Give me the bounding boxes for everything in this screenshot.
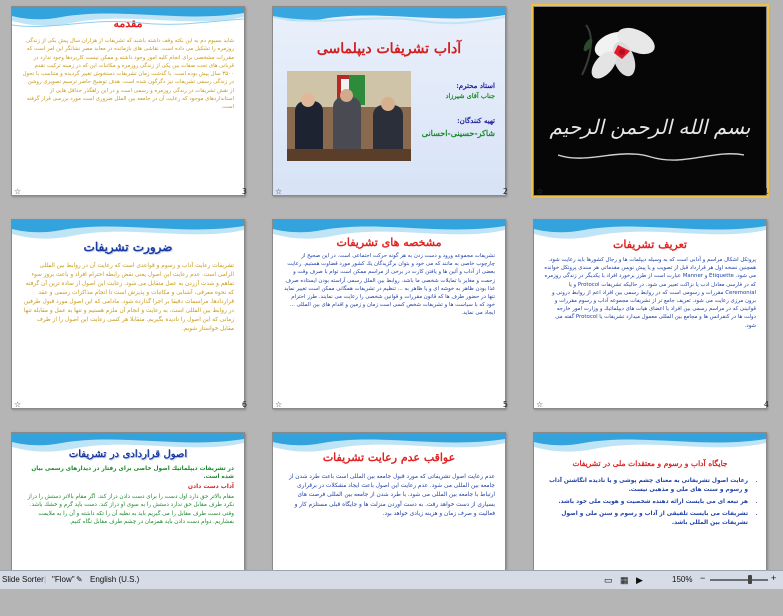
bullet-list [544,477,756,528]
slide-thumbnail-3[interactable] [11,6,245,196]
transition-icon: ☆ [275,187,283,196]
slide-number: 4 [763,400,769,409]
language-label[interactable]: English (U.S.) [90,575,140,584]
slide-thumbnail-1[interactable] [533,6,767,196]
wave-decoration [273,7,505,41]
transition-icon: ☆ [536,400,544,409]
spellcheck-icon: ✎ [76,575,83,584]
zoom-in-icon[interactable]: + [771,573,777,583]
slide-title: آداب تشريفات ديپلماسی [316,41,462,57]
zoom-out-icon[interactable]: − [700,573,706,583]
authors-names: شاکر-حسينی-احسانی [421,128,495,138]
slide-slot-5[interactable] [261,213,522,409]
theme-label: "Flow" [52,575,75,584]
slide-body-text: مقام بالاتر حق دارد اول دست را برای دست دادن دراز كند. اگر مقام بالاتر دستش را دراز نكرد طرف مقابل حق ندارد دستش را به سوی او دراز كند. دست بايد گرم و خشك باشد. وقتی دست طرف مقابل را می گيريم بايد به نظيه آن را تكه داشته و آن را به ملايمت بفشاريم. دوام دست دادن بايد همزمان در چشم طرف مقابل نگاه كنيم. [27,494,234,526]
teacher-name: جناب آقای شيرزاد [445,92,495,100]
slide-title: تعريف تشريفات [613,238,687,251]
slide-number: 3 [241,187,247,196]
slide-title: ضرورت تشريفات [83,240,173,254]
slide-slot-3[interactable] [0,0,261,196]
slide-number: 2 [502,187,508,196]
transition-icon: ☆ [14,400,22,409]
transition-icon: ☆ [275,400,283,409]
slide-thumbnail-9[interactable] [11,432,245,572]
list-item: • تشريفات می بايست تلفيقی از آداب و رسوم و سنن ملی و اصول تشريفات بين المللی باشد. [544,510,748,528]
slide-number: 1 [763,187,769,196]
transition-icon: ☆ [536,187,544,196]
slide-thumbnail-2[interactable] [272,6,506,196]
slide-number: 6 [241,400,247,409]
teacher-label: استاد محترم: [456,81,495,90]
slide-lead-text: در تشريفات ديپلماتيك اصول خاصی برای رفتار در ديدارهای رسمی بيان شده است. [31,466,234,481]
slide-sorter-view-icon[interactable]: ▦ [620,575,629,585]
zoom-level[interactable]: 150% [672,575,693,584]
slide-body-text: شايد بسيوم دم به اين نكته وقف داشته باشند كه تشريفات از هزاران سال پيش يكی از زندگی روزمره را تشكيل می داده است. نقاشی های بازمانده در معابد مصر نشانگر اين امر است كه مقررات مشخصی برای انجام كليه امور وجود داشته و ممكن نيست كاربردها وجود ندارد در قربانی های تحت صفات بين يكی از زندگی روزمره و مكاتبات اين كه در زمينه تركيب نقدم ۳۵۰۰ سال پيش بوده است. با گذشت زمان تشريفات دستخوش تغيير گرديده و متناسب با تحول در زندگی رسمی تشريفات نيز دگرگون شده است. هدف توضيح حاضر ترسيم تصويری روشن از نقش تشريفات در زندگی روزمره و رسمی است و در اين راهگذر حداقل هايی از استانداردهای موجود كه رعايت آن در جامعه بين الملل ضروری است مورد بررسی قرار گرفته است. [22,38,234,111]
slide-title: جايگاه آداب و رسوم و معتقدات ملی در تشريفات [572,459,728,468]
slide-slot-6[interactable] [0,213,261,409]
slide-thumbnail-4[interactable] [533,219,767,409]
list-item: • هر تبعه ای می بايست ارائه دهنده شخصيت و هويت ملی خود باشد. [544,498,748,507]
zoom-slider[interactable] [710,579,768,581]
slide-title: اصول قراردادی در تشريفات [68,449,188,460]
zoom-slider-handle[interactable] [748,575,752,584]
flower-icon [574,15,674,95]
slide-body-text: تشريفات مجموعه ورود و دست زدن به هر گونه حركت اجتماعی است. در اين صحيح از چارچوب خاصی به مانند كه می خود و بتوان برگزيدگان يك كشور مورد قضاوت هستيم. رعايت بعضی از آداب و آئين ها و يافتن كارت در برخی از مراسم ممكن است توام با صرف وقت و زحمت و مغاير با تمايلات شخصی ما باشد. روابط بين الملل رسمی آراسته بودن ايستاده صرف غذا بودن ظاهر به خوشه ای و يا ظاهر به ... تنظيم در تشريفات همگانی ممكن است تغيير نمايد تنها در حضور طرف ها كه قانون مقررات و قوانين شخصی را رعايت می نمايند. طرز احترام خود كه با سياست ها و تشريفات شخص كسی است زمان و زمين و اقدام های بين المللی ... ايجاد می نمايد. [284,253,495,317]
slide-title: عواقب عدم رعايت تشريفات [322,451,456,464]
calligraphy-flourish [558,145,744,167]
slide-slot-2[interactable] [261,0,522,196]
slide-thumbnail-7[interactable] [533,432,767,572]
status-divider: | [44,575,47,584]
slide-title: مقدمه [113,17,143,30]
slide-body-text: پروتكل اشكال مراسم و آدابی است كه به وسيله ديپلمات ها و رجال كشورها بايد رعايت شود. همچنين نسخه اول هر قرارداد قبل از تصويب و يا پيش نويس مقدماتی هر سندی پروتكل خوانده می شود. Etiquette و Manner عبارت است از طرز برخورد افراد با يكديگر در زندگی روزمره كه در فارسی معادل ادب يا نزاكت تعبير می شود. در حاليكه تشريفات Protocol و يا Ceremonial مقررات و رسومی است كه در روابط رسمی بين افراد اعم از روابط درونی و برون مرزی رعايت می شود. تعريف جامع تر از تشريفات مجموعه آداب و رسوم مقررات و قوانينی كه در مراسم رسمی بين افراد يا اعضای هيات های ديپلماتيك و وزارت امور خارجه دولت ها در كنفرانس ها و مجامع بين المللی معمول ميدارد تشريفات يا Protocol گفته می شود. [544,257,756,329]
slide-body-text: تشريفات رعايت آداب و رسوم و قواعدی است كه رعايت آن در روابط بين المللی الزامی است. عدم رعايت اين اصول يعنی نقض رابطه احترام افراد و باعث بروز سوء تفاهم و شدت آزردن به عمل متقابل می شود. رعايت اين اصول از ساده ترين آن گرفته كه نحوه معرفی، آشنايی و مكاتبات و پذيرش است تا انجام مذاكرات رسمی و عقد قراردادها، مراسمات دقيقا بر اجرا گذارده شود. مادامی كه اين اصول مورد قبول طرفين در روابط بين المللی است، به رعايت و انجام آن ملزم هستيم و تنها به عمل و مقابله تنها زمانی كه اين اصول را ناديده بگيريم. متقابلا هر كسی رعايت اين اصول را از طرف مقابل خواستار شويم. [23,263,234,332]
slide-body-text: عدم رعايت اصول تشريفاتی كه مورد قبول جامعه بين المللی است باعث طرد شدن از جامعه بين المللی می شود. عدم رعايت اين اصول باعث ايجاد مشكلات در برقراری ارتباط با جامعه بين المللی می شود. با طرد شدن از جامعه بين المللی فرصت های بسياری از دست خواهد رفت. به دست آوردن منزلت ها و جايگاه قبلی مستلزم كار و فعاليت و صرف زمان و هزينه زيادی خواهد بود. [289,474,495,517]
normal-view-icon[interactable]: ▭ [604,575,613,585]
slide-slot-4[interactable] [522,213,783,409]
slide-thumbnail-8[interactable] [272,432,506,572]
status-bar [0,570,783,589]
slide-thumbnail-6[interactable] [11,219,245,409]
slide-number: 5 [502,400,508,409]
view-mode-label: Slide Sorter [2,575,44,584]
transition-icon: ☆ [14,187,22,196]
slideshow-view-icon[interactable]: ▶ [636,575,643,585]
calligraphy-text: بسم الله الرحمن الرحيم [549,115,751,139]
authors-label: تهيه کنندگان: [457,116,495,125]
list-item: • رعايت اصول تشريفاتی به معنای چشم پوشی و يا ناديده انگاشتن آداب و رسوم و سنت های ملی و مذهبی نيست. [544,477,748,495]
slide-thumbnail-5[interactable] [272,219,506,409]
slide-title: مشخصه های تشريفات [336,236,442,249]
credits-block [422,81,495,138]
diplomats-photo [287,71,411,161]
slide-slot-1[interactable] [522,0,783,196]
slide-subheading: آداب دست دادن [187,483,234,490]
